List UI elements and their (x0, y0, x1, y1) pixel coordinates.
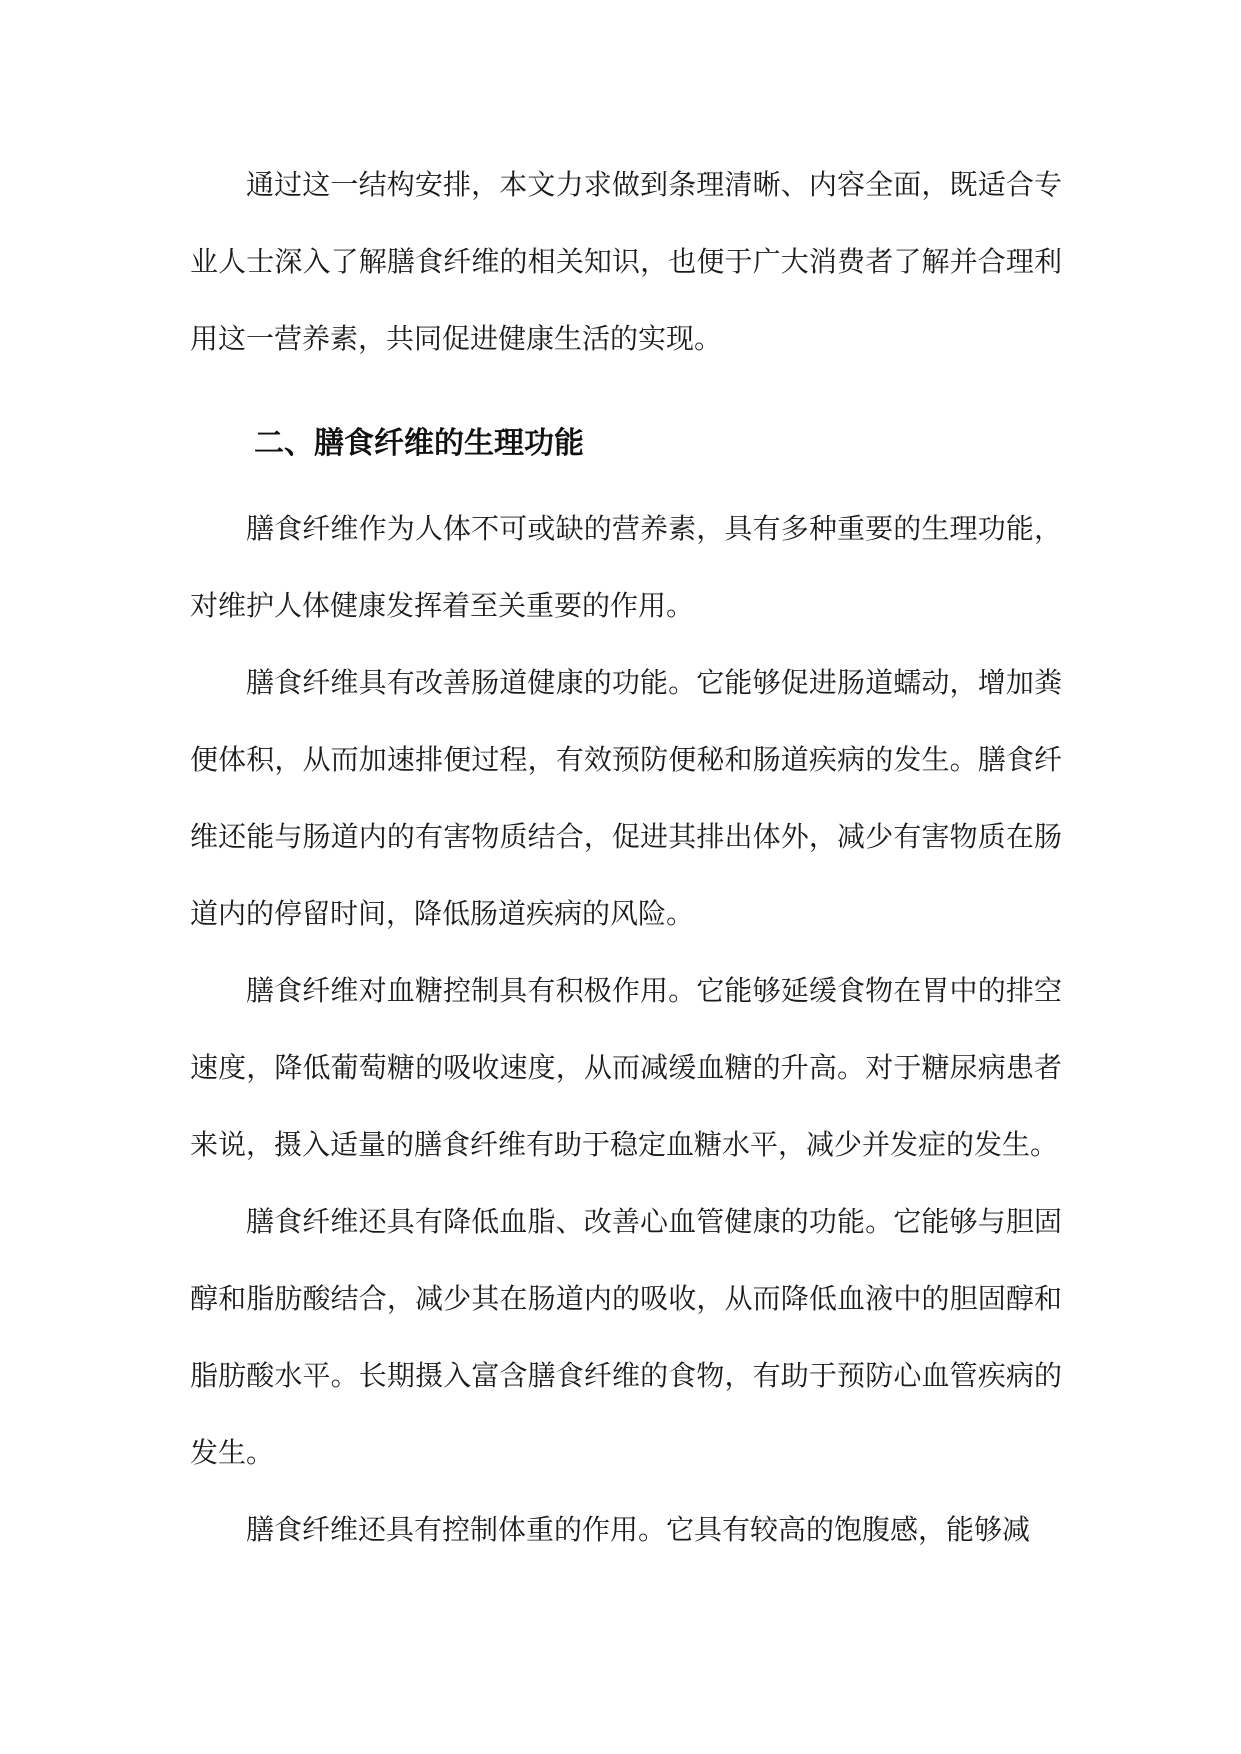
paragraph-5: 膳食纤维还具有控制体重的作用。它具有较高的饱腹感，能够减 (246, 1513, 1031, 1546)
section-heading: 二、膳食纤维的生理功能 (254, 426, 584, 461)
paragraph-2: 膳食纤维具有改善肠道健康的功能。它能够促进肠道蠕动，增加粪便体积，从而加速排便过程，有效预防便秘和肠道疾病的发生。膳食纤维还能与肠道内的有害物质结合，促进其排出体外，减少有害物质在肠道内的停留时间，降低肠道疾病的风险。 (190, 666, 1062, 930)
intro-paragraph: 通过这一结构安排，本文力求做到条理清晰、内容全面，既适合专业人士深入了解膳食纤维的相关知识，也便于广大消费者了解并合理利用这一营养素，共同促进健康生活的实现。 (190, 168, 1062, 355)
document-body (190, 146, 1062, 1568)
paragraph-3: 膳食纤维对血糖控制具有积极作用。它能够延缓食物在胃中的排空速度，降低葡萄糖的吸收速度，从而减缓血糖的升高。对于糖尿病患者来说，摄入适量的膳食纤维有助于稳定血糖水平，减少并发症的发生。 (190, 974, 1062, 1161)
paragraph-1: 膳食纤维作为人体不可或缺的营养素，具有多种重要的生理功能，对维护人体健康发挥着至关重要的作用。 (190, 512, 1062, 622)
paragraph-4: 膳食纤维还具有降低血脂、改善心血管健康的功能。它能够与胆固醇和脂肪酸结合，减少其在肠道内的吸收，从而降低血液中的胆固醇和脂肪酸水平。长期摄入富含膳食纤维的食物，有助于预防心血管疾病的发生。 (190, 1205, 1062, 1469)
